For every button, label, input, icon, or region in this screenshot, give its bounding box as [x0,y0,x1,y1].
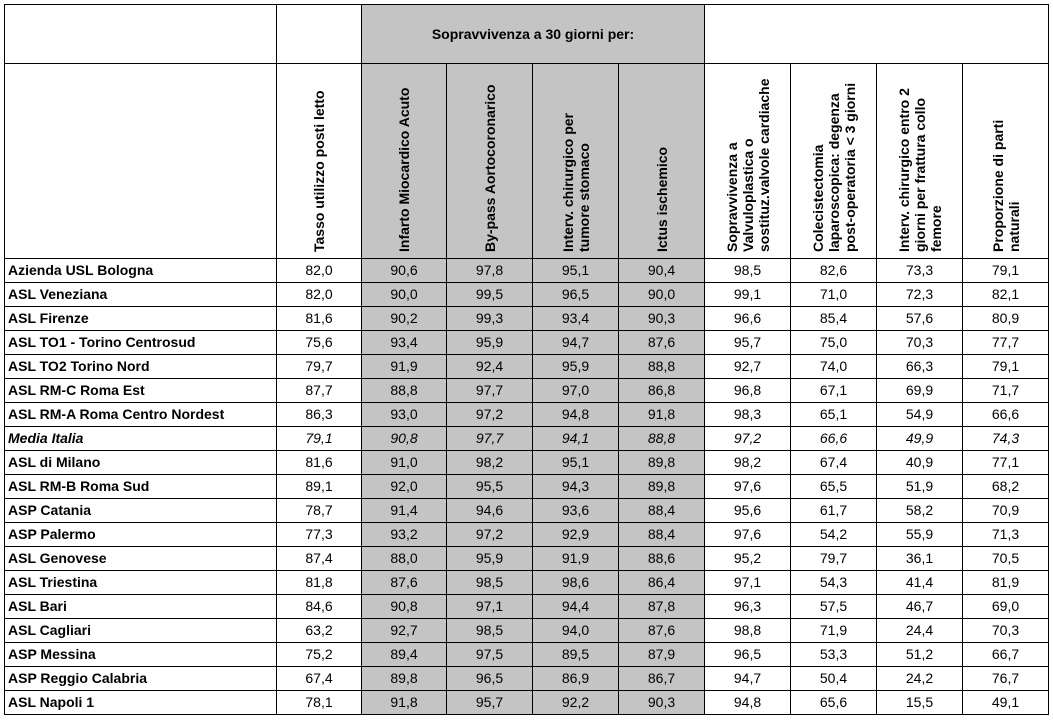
table-cell: 95,7 [705,331,791,355]
empty-header-cell [277,5,362,64]
table-cell: 54,2 [791,523,877,547]
row-label: ASL TO2 Torino Nord [5,355,277,379]
table-cell: 89,8 [619,451,705,475]
group-header-row [5,5,1049,64]
table-cell: 95,7 [447,691,533,715]
table-row [5,523,1049,547]
table-cell: 94,4 [533,595,619,619]
table-cell: 88,8 [362,379,447,403]
table-cell: 91,8 [362,691,447,715]
table-cell: 90,3 [619,691,705,715]
table-cell: 88,8 [619,427,705,451]
table-cell: 97,1 [447,595,533,619]
table-cell: 98,6 [533,571,619,595]
table-cell: 95,2 [705,547,791,571]
column-header-row [5,64,1049,259]
table-cell: 74,0 [791,355,877,379]
row-label: ASL RM-A Roma Centro Nordest [5,403,277,427]
table-cell: 50,4 [791,667,877,691]
table-cell: 84,6 [277,595,362,619]
table-cell: 65,6 [791,691,877,715]
data-table [4,4,1049,715]
table-row [5,427,1049,451]
table-cell: 95,9 [533,355,619,379]
table-cell: 98,2 [447,451,533,475]
table-cell: 94,1 [533,427,619,451]
table-cell: 67,4 [791,451,877,475]
table-cell: 96,3 [705,595,791,619]
table-cell: 89,5 [533,643,619,667]
table-cell: 91,9 [362,355,447,379]
row-label: ASP Reggio Calabria [5,667,277,691]
row-label: ASL Triestina [5,571,277,595]
table-cell: 87,4 [277,547,362,571]
table-cell: 94,8 [705,691,791,715]
table-row [5,547,1049,571]
table-cell: 95,9 [447,331,533,355]
row-label: ASL Napoli 1 [5,691,277,715]
empty-header-cell [705,5,1049,64]
table-cell: 81,8 [277,571,362,595]
table-cell: 86,8 [619,379,705,403]
table-cell: 91,9 [533,547,619,571]
table-cell: 76,7 [963,667,1049,691]
column-header [877,64,963,259]
table-cell: 24,2 [877,667,963,691]
column-header [963,64,1049,259]
corner-cell [5,64,277,259]
column-header [619,64,705,259]
table-cell: 65,5 [791,475,877,499]
row-label: ASL Cagliari [5,619,277,643]
table-cell: 96,8 [705,379,791,403]
table-cell: 80,9 [963,307,1049,331]
row-label: ASL RM-B Roma Sud [5,475,277,499]
table-cell: 79,7 [791,547,877,571]
table-cell: 94,7 [533,331,619,355]
table-cell: 98,5 [447,571,533,595]
table-cell: 97,7 [447,379,533,403]
table-cell: 97,7 [447,427,533,451]
row-label: ASP Palermo [5,523,277,547]
table-cell: 99,5 [447,283,533,307]
table-cell: 81,6 [277,451,362,475]
table-cell: 86,4 [619,571,705,595]
column-header-label: Interv. chirurgico per tumore stomaco [559,113,592,252]
column-header [277,64,362,259]
table-cell: 98,8 [705,619,791,643]
table-cell: 92,2 [533,691,619,715]
table-cell: 71,0 [791,283,877,307]
table-cell: 40,9 [877,451,963,475]
table-row [5,595,1049,619]
table-cell: 90,2 [362,307,447,331]
column-header [362,64,447,259]
table-cell: 98,5 [447,619,533,643]
table-cell: 66,7 [963,643,1049,667]
table-cell: 78,1 [277,691,362,715]
column-header [447,64,533,259]
table-cell: 90,0 [619,283,705,307]
column-header [705,64,791,259]
table-cell: 79,1 [277,427,362,451]
table-cell: 82,6 [791,259,877,283]
table-cell: 90,3 [619,307,705,331]
table-cell: 95,9 [447,547,533,571]
table-row [5,283,1049,307]
table-cell: 70,5 [963,547,1049,571]
table-cell: 91,8 [619,403,705,427]
table-row [5,355,1049,379]
column-header-label: Infarto Miocardico Acuto [396,87,412,252]
table-cell: 68,2 [963,475,1049,499]
table-cell: 88,4 [619,523,705,547]
table-cell: 49,9 [877,427,963,451]
table-cell: 97,0 [533,379,619,403]
table-cell: 93,4 [362,331,447,355]
row-label: ASP Messina [5,643,277,667]
table-cell: 86,3 [277,403,362,427]
column-header-label: Proporzione di parti naturali [989,119,1022,252]
row-label: ASL RM-C Roma Est [5,379,277,403]
table-row [5,379,1049,403]
column-header-label: Colecistectomia laparoscopica: degenza post-operatoria < 3 giorni [809,82,858,252]
column-header-label: Ictus ischemico [653,146,670,252]
table-cell: 95,1 [533,259,619,283]
table-cell: 82,1 [963,283,1049,307]
table-cell: 99,1 [705,283,791,307]
table-cell: 54,9 [877,403,963,427]
table-cell: 97,2 [447,523,533,547]
table-cell: 79,1 [963,355,1049,379]
table-cell: 82,0 [277,259,362,283]
column-header [791,64,877,259]
table-cell: 95,1 [533,451,619,475]
table-cell: 86,9 [533,667,619,691]
table-cell: 81,6 [277,307,362,331]
table-row [5,643,1049,667]
table-cell: 97,6 [705,475,791,499]
table-cell: 96,5 [533,283,619,307]
table-cell: 94,7 [705,667,791,691]
table-cell: 51,2 [877,643,963,667]
row-label: ASL Genovese [5,547,277,571]
table-cell: 89,8 [362,667,447,691]
table-row [5,691,1049,715]
table-cell: 97,1 [705,571,791,595]
table-cell: 94,6 [447,499,533,523]
table-cell: 67,1 [791,379,877,403]
row-label: ASP Catania [5,499,277,523]
table-cell: 97,5 [447,643,533,667]
table-cell: 51,9 [877,475,963,499]
table-row [5,475,1049,499]
table-cell: 95,6 [705,499,791,523]
table-cell: 87,8 [619,595,705,619]
table-cell: 70,3 [877,331,963,355]
column-header-label: Sopravvivenza a Valvuloplastica o sostituz.valvole cardiache [723,78,772,252]
table-cell: 69,9 [877,379,963,403]
table-cell: 94,8 [533,403,619,427]
table-cell: 71,9 [791,619,877,643]
table-cell: 94,3 [533,475,619,499]
table-row [5,619,1049,643]
table-cell: 15,5 [877,691,963,715]
table-cell: 90,8 [362,595,447,619]
table-cell: 96,5 [447,667,533,691]
column-header [533,64,619,259]
table-cell: 93,0 [362,403,447,427]
table-cell: 92,0 [362,475,447,499]
table-cell: 92,9 [533,523,619,547]
table-cell: 96,6 [705,307,791,331]
table-cell: 88,6 [619,547,705,571]
table-cell: 89,4 [362,643,447,667]
table-cell: 73,3 [877,259,963,283]
table-row [5,403,1049,427]
table-cell: 71,7 [963,379,1049,403]
table-cell: 89,8 [619,475,705,499]
table-cell: 89,1 [277,475,362,499]
table-cell: 55,9 [877,523,963,547]
table-row [5,451,1049,475]
table-cell: 75,2 [277,643,362,667]
table-cell: 87,6 [619,331,705,355]
table-cell: 77,3 [277,523,362,547]
table-cell: 57,5 [791,595,877,619]
table-row [5,259,1049,283]
table-cell: 90,8 [362,427,447,451]
column-header-label: Interv. chirurgico entro 2 giorni per frattura collo femore [895,88,944,252]
table-cell: 87,7 [277,379,362,403]
table-cell: 88,4 [619,499,705,523]
table-cell: 57,6 [877,307,963,331]
table-cell: 88,8 [619,355,705,379]
table-cell: 94,0 [533,619,619,643]
column-header-label: By-pass Aortocoronarico [481,84,498,252]
table-cell: 71,3 [963,523,1049,547]
table-cell: 98,2 [705,451,791,475]
row-label: ASL di Milano [5,451,277,475]
table-row [5,571,1049,595]
corner-cell [5,5,277,64]
table-row [5,331,1049,355]
table-cell: 66,6 [963,403,1049,427]
table-row [5,499,1049,523]
table-cell: 70,9 [963,499,1049,523]
table-cell: 79,7 [277,355,362,379]
table-cell: 75,6 [277,331,362,355]
table-cell: 78,7 [277,499,362,523]
table-cell: 96,5 [705,643,791,667]
table-cell: 82,0 [277,283,362,307]
row-label: Media Italia [5,427,277,451]
table-cell: 81,9 [963,571,1049,595]
table-cell: 75,0 [791,331,877,355]
column-header-label: Tasso utilizzo posti letto [311,90,327,252]
group-header: Sopravvivenza a 30 giorni per: [362,5,705,64]
table-cell: 97,6 [705,523,791,547]
table-cell: 74,3 [963,427,1049,451]
table-cell: 97,8 [447,259,533,283]
table-cell: 49,1 [963,691,1049,715]
table-cell: 93,2 [362,523,447,547]
table-cell: 91,4 [362,499,447,523]
table-cell: 87,9 [619,643,705,667]
table-cell: 87,6 [362,571,447,595]
table-cell: 41,4 [877,571,963,595]
row-label: ASL TO1 - Torino Centrosud [5,331,277,355]
row-label: ASL Veneziana [5,283,277,307]
table-cell: 69,0 [963,595,1049,619]
table-cell: 53,3 [791,643,877,667]
table-cell: 67,4 [277,667,362,691]
table-cell: 66,6 [791,427,877,451]
table-cell: 91,0 [362,451,447,475]
table-cell: 66,3 [877,355,963,379]
row-label: Azienda USL Bologna [5,259,277,283]
table-cell: 93,4 [533,307,619,331]
row-label: ASL Bari [5,595,277,619]
table-cell: 61,7 [791,499,877,523]
table-cell: 65,1 [791,403,877,427]
spreadsheet [4,4,1049,715]
table-cell: 95,5 [447,475,533,499]
table-cell: 77,7 [963,331,1049,355]
table-cell: 90,0 [362,283,447,307]
table-cell: 93,6 [533,499,619,523]
table-cell: 86,7 [619,667,705,691]
table-cell: 92,7 [705,355,791,379]
table-row [5,307,1049,331]
table-cell: 77,1 [963,451,1049,475]
table-cell: 99,3 [447,307,533,331]
table-cell: 90,4 [619,259,705,283]
row-label: ASL Firenze [5,307,277,331]
table-cell: 63,2 [277,619,362,643]
table-cell: 58,2 [877,499,963,523]
table-cell: 98,3 [705,403,791,427]
table-cell: 85,4 [791,307,877,331]
table-cell: 92,4 [447,355,533,379]
table-cell: 92,7 [362,619,447,643]
table-row [5,667,1049,691]
table-cell: 72,3 [877,283,963,307]
table-cell: 36,1 [877,547,963,571]
table-cell: 87,6 [619,619,705,643]
table-cell: 70,3 [963,619,1049,643]
table-cell: 97,2 [705,427,791,451]
table-cell: 46,7 [877,595,963,619]
table-cell: 88,0 [362,547,447,571]
table-cell: 54,3 [791,571,877,595]
table-cell: 98,5 [705,259,791,283]
table-cell: 79,1 [963,259,1049,283]
table-cell: 24,4 [877,619,963,643]
table-cell: 97,2 [447,403,533,427]
table-cell: 90,6 [362,259,447,283]
